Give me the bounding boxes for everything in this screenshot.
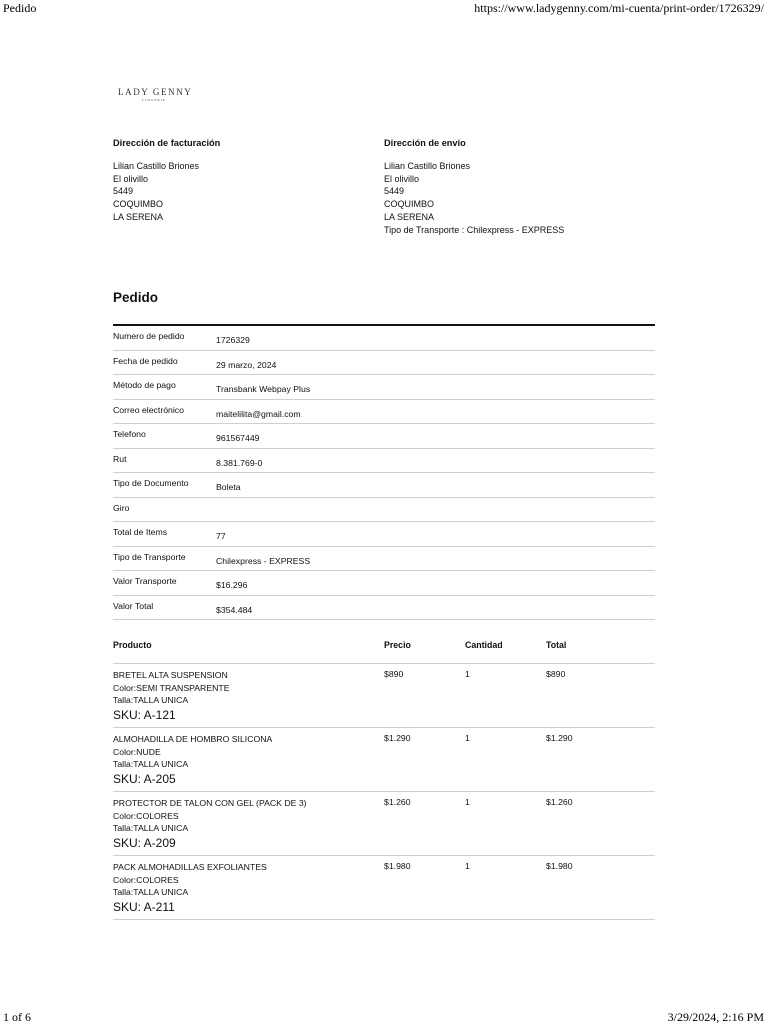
product-name: BRETEL ALTA SUSPENSION bbox=[113, 670, 228, 680]
print-page-title: Pedido bbox=[3, 1, 37, 15]
detail-value: 1726329 bbox=[216, 335, 250, 345]
order-detail-row bbox=[113, 473, 655, 498]
detail-value: 77 bbox=[216, 531, 226, 541]
product-color: Color:COLORES bbox=[113, 810, 179, 821]
product-name: ALMOHADILLA DE HOMBRO SILICONA bbox=[113, 734, 273, 744]
header-product: Producto bbox=[113, 640, 152, 650]
product-price: $890 bbox=[384, 669, 404, 679]
product-price: $1.260 bbox=[384, 797, 411, 807]
shipping-line: COQUIMBO bbox=[384, 199, 435, 210]
product-price: $1.290 bbox=[384, 733, 411, 743]
detail-label: Valor Total bbox=[113, 600, 154, 611]
product-price: $1.980 bbox=[384, 861, 411, 871]
detail-value: 961567449 bbox=[216, 433, 260, 443]
shipping-line: 5449 bbox=[384, 186, 405, 197]
product-total: $1.980 bbox=[546, 861, 573, 871]
detail-value: 29 marzo, 2024 bbox=[216, 359, 277, 370]
detail-label: Telefono bbox=[113, 429, 146, 439]
detail-value: Boleta bbox=[216, 482, 241, 492]
detail-label: Numero de pedido bbox=[113, 331, 185, 341]
product-info bbox=[113, 733, 272, 787]
detail-label: Fecha de pedido bbox=[113, 355, 178, 366]
product-info bbox=[113, 797, 307, 851]
product-sku: SKU: A-211 bbox=[113, 899, 175, 914]
product-color: Color:COLORES bbox=[113, 874, 179, 885]
shipping-line: El olivillo bbox=[384, 173, 420, 184]
product-sku: SKU: A-121 bbox=[113, 707, 176, 722]
product-row bbox=[113, 664, 655, 728]
header-price: Precio bbox=[384, 640, 411, 650]
billing-address-heading: Dirección de facturación bbox=[113, 138, 221, 148]
detail-label: Tipo de Documento bbox=[113, 478, 189, 488]
shipping-line: Lilian Castillo Briones bbox=[384, 161, 471, 171]
products-header-row bbox=[113, 634, 655, 664]
product-name: PACK ALMOHADILLAS EXFOLIANTES bbox=[113, 862, 267, 872]
detail-label: Rut bbox=[113, 453, 127, 464]
print-page-number: 1 of 6 bbox=[3, 1010, 31, 1024]
detail-label: Correo electrónico bbox=[113, 404, 184, 415]
product-info bbox=[113, 669, 230, 723]
billing-line: 5449 bbox=[113, 186, 134, 197]
order-title: Pedido bbox=[113, 290, 159, 305]
order-detail-row bbox=[113, 596, 655, 621]
product-sku: SKU: A-209 bbox=[113, 835, 176, 850]
header-quantity: Cantidad bbox=[465, 640, 503, 650]
product-row bbox=[113, 792, 655, 856]
product-quantity: 1 bbox=[465, 797, 470, 807]
order-detail-row bbox=[113, 326, 655, 351]
product-quantity: 1 bbox=[465, 733, 470, 743]
logo-tagline: LINGERIE bbox=[141, 98, 167, 102]
header-total: Total bbox=[546, 640, 567, 650]
product-size: Talla:TALLA UNICA bbox=[113, 695, 189, 706]
product-total: $1.260 bbox=[546, 797, 573, 807]
billing-address bbox=[113, 137, 220, 224]
detail-label: Valor Transporte bbox=[113, 576, 177, 586]
detail-label: Total de Items bbox=[113, 527, 168, 537]
order-detail-row bbox=[113, 571, 655, 596]
order-detail-row bbox=[113, 449, 655, 474]
billing-line: LA SERENA bbox=[113, 211, 164, 222]
shipping-line: Tipo de Transporte : Chilexpress - EXPRESS bbox=[384, 224, 565, 235]
order-detail-row bbox=[113, 400, 655, 425]
order-detail-row bbox=[113, 351, 655, 376]
billing-line: COQUIMBO bbox=[113, 199, 164, 210]
print-datetime: 3/29/2024, 2:16 PM bbox=[667, 1010, 764, 1024]
order-detail-row bbox=[113, 547, 655, 572]
detail-value: $354.484 bbox=[216, 604, 253, 615]
shipping-address-heading: Dirección de envío bbox=[384, 138, 466, 148]
order-detail-row bbox=[113, 522, 655, 547]
product-size: Talla:TALLA UNICA bbox=[113, 887, 189, 898]
shipping-address bbox=[384, 137, 564, 236]
order-detail-row bbox=[113, 498, 655, 523]
product-quantity: 1 bbox=[465, 861, 470, 871]
detail-label: Tipo de Transporte bbox=[113, 551, 186, 562]
product-info bbox=[113, 861, 267, 915]
order-details-table bbox=[113, 324, 655, 620]
product-row bbox=[113, 856, 655, 920]
product-color: Color:SEMI TRANSPARENTE bbox=[113, 682, 230, 693]
detail-label: Giro bbox=[113, 502, 130, 513]
print-page-url[interactable]: https://www.ladygenny.com/mi-cuenta/print-order/1726329/ bbox=[474, 1, 764, 15]
detail-value: 8.381.769-0 bbox=[216, 457, 263, 468]
product-quantity: 1 bbox=[465, 669, 470, 679]
detail-value: Transbank Webpay Plus bbox=[216, 384, 311, 394]
product-total: $1.290 bbox=[546, 733, 573, 743]
product-sku: SKU: A-205 bbox=[113, 771, 176, 786]
brand-logo bbox=[118, 87, 193, 102]
product-size: Talla:TALLA UNICA bbox=[113, 823, 189, 834]
billing-line: Lilian Castillo Briones bbox=[113, 161, 200, 171]
product-color: Color:NUDE bbox=[113, 746, 161, 757]
order-detail-row bbox=[113, 375, 655, 400]
detail-label: Método de pago bbox=[113, 380, 176, 390]
billing-line: El olivillo bbox=[113, 173, 149, 184]
product-name: PROTECTOR DE TALON CON GEL (PACK DE 3) bbox=[113, 798, 307, 808]
order-detail-row bbox=[113, 424, 655, 449]
product-size: Talla:TALLA UNICA bbox=[113, 759, 189, 770]
product-total: $890 bbox=[546, 669, 566, 679]
logo-brand-text: LADY GENNY bbox=[118, 87, 193, 97]
product-row bbox=[113, 728, 655, 792]
products-table bbox=[113, 634, 655, 920]
detail-value: $16.296 bbox=[216, 580, 248, 590]
shipping-line: LA SERENA bbox=[384, 211, 435, 222]
detail-value: Chilexpress - EXPRESS bbox=[216, 555, 311, 566]
detail-value: maitelilita@gmail.com bbox=[216, 408, 301, 419]
